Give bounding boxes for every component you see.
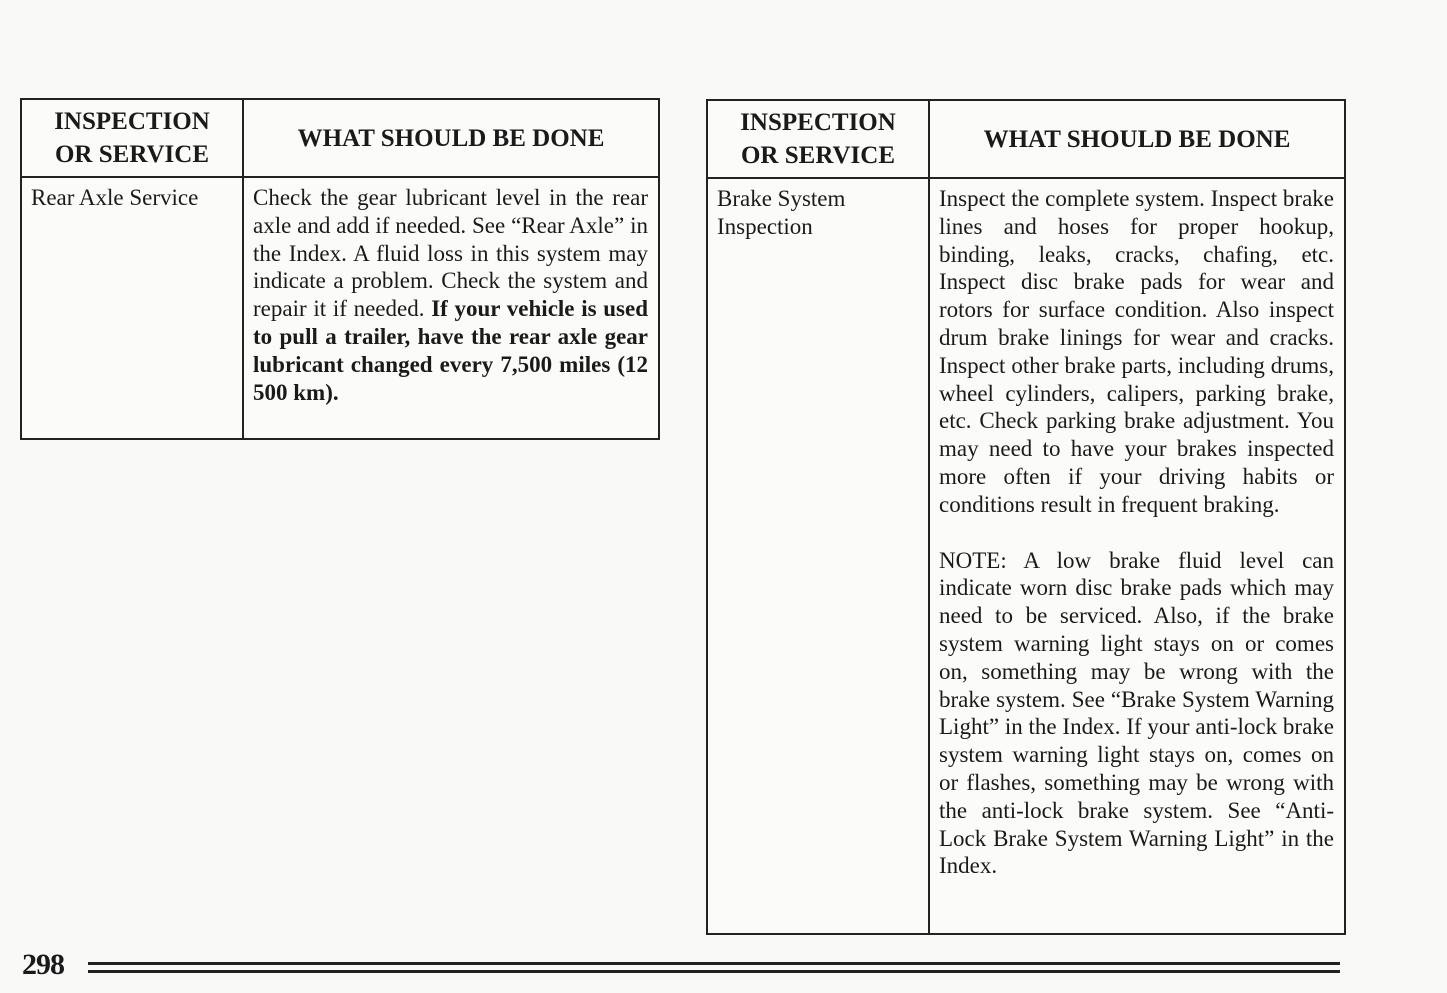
inspection-header-line-1: INSPECTION xyxy=(740,109,896,136)
rear-axle-item: Rear Axle Service xyxy=(21,177,243,439)
left-table-header-row xyxy=(21,99,659,177)
rear-axle-description xyxy=(243,177,659,439)
rear-axle-text: Check the gear lubricant level in the rear axle and add if needed. See “Rear Axle” in the Index. A fluid loss in this system may indicate a problem. Check the system and repair it if needed. xyxy=(253,185,648,322)
brake-system-item xyxy=(707,178,929,934)
table-row xyxy=(707,178,1345,934)
right-inspection-header xyxy=(707,100,929,178)
inspection-header-line-2: OR SERVICE xyxy=(54,141,210,168)
rear-axle-bold-text: If your vehicle is used to pull a trailer, have the rear axle gear lubricant changed every 7,500 miles (12 500 km). xyxy=(253,296,648,405)
left-inspection-header xyxy=(21,99,243,177)
inspection-header-line-2: OR SERVICE xyxy=(740,142,896,169)
brake-item-line-2: Inspection xyxy=(717,213,813,239)
footer-rule-top xyxy=(88,962,1340,965)
right-service-table xyxy=(706,99,1346,935)
right-action-header: WHAT SHOULD BE DONE xyxy=(929,100,1345,178)
brake-system-description xyxy=(929,178,1345,934)
left-service-table xyxy=(20,98,660,440)
table-row xyxy=(21,177,659,439)
footer-rule-bottom xyxy=(88,970,1340,973)
left-action-header: WHAT SHOULD BE DONE xyxy=(243,99,659,177)
brake-item-line-1: Brake System xyxy=(717,186,846,211)
inspection-header-line-1: INSPECTION xyxy=(54,108,210,135)
brake-inspection-paragraph: Inspect the complete system. Inspect brake lines and hoses for proper hookup, binding, leaks, cracks, chafing, etc. Inspect disc brake pads for wear and rotors for surface condition. Also inspect drum brake linings for wear and cracks. Inspect other brake parts, including drums, wheel cylinders, calipers, parking brake, etc. Check parking brake adjustment. You may need to have your brakes inspected more often if your driving habits or conditions result in frequent braking. xyxy=(939,186,1334,517)
right-table-header-row xyxy=(707,100,1345,178)
brake-note-paragraph: NOTE: A low brake fluid level can indicate worn disc brake pads which may need to be serviced. Also, if the brake system warning light stays on or comes on, something may be wrong with the brake system. See “Brake System Warning Light” in the Index. If your anti-lock brake system warning light stays on, comes on or flashes, something may be wrong with the anti-lock brake system. See “Anti-Lock Brake System Warning Light” in the Index. xyxy=(939,547,1334,879)
page-number: 298 xyxy=(22,948,64,981)
